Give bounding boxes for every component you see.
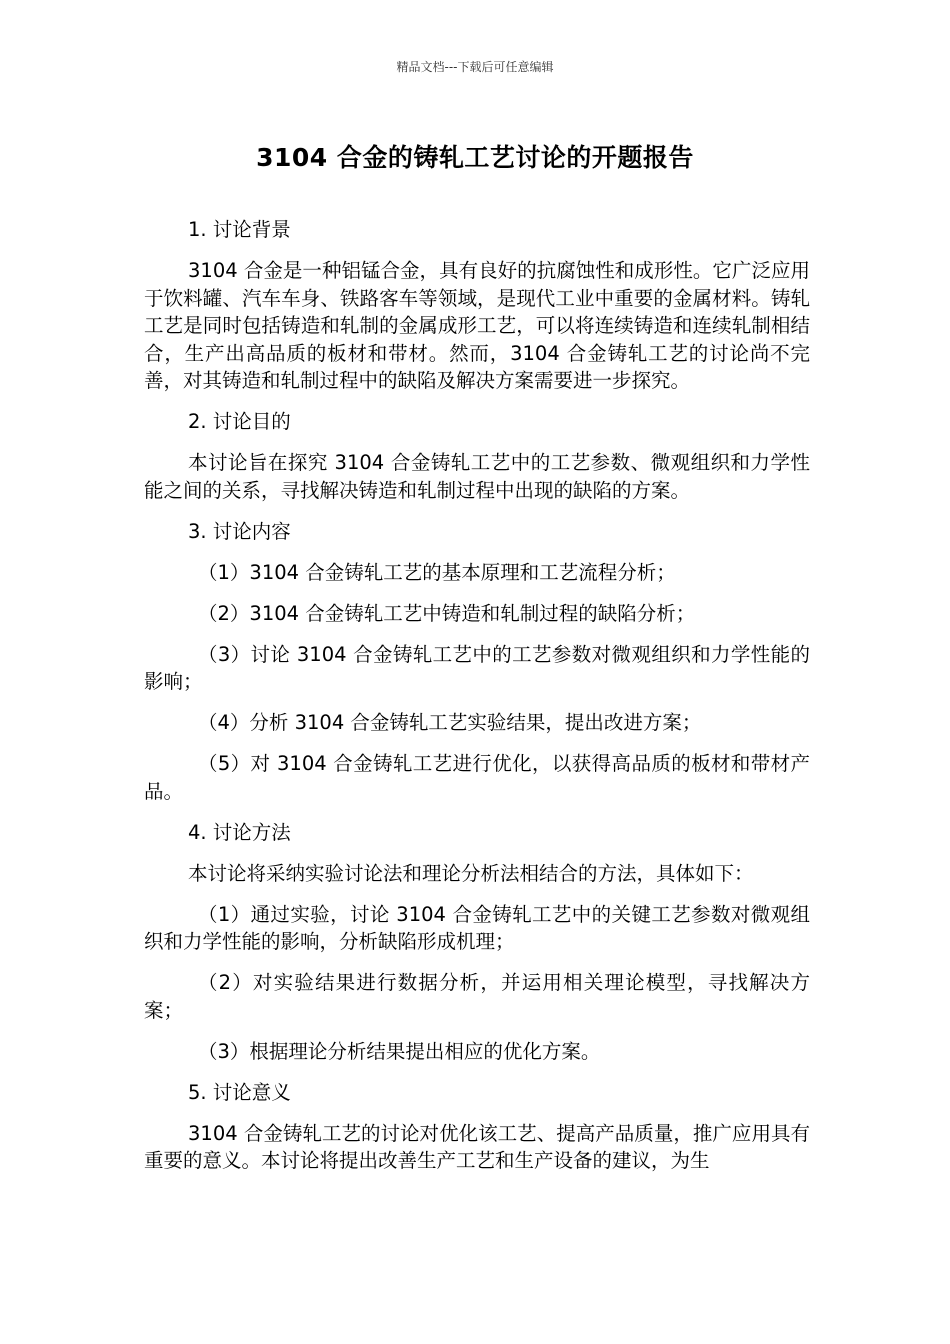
section-heading-method: 4. 讨论方法 — [188, 820, 291, 844]
content-item-4: （4）分析 3104 合金铸轧工艺实验结果，提出改进方案； — [198, 711, 702, 734]
significance-paragraph: 3104 合金铸轧工艺的讨论对优化该工艺、提高产品质量，推广应用具有重要的意义。本讨论将提出改善生产工艺和生产设备的建议，为生 — [144, 1121, 810, 1172]
content-item-5: （5）对 3104 合金铸轧工艺进行优化，以获得高品质的板材和带材产品。 — [144, 752, 810, 803]
content-item-3: （3）讨论 3104 合金铸轧工艺中的工艺参数对微观组织和力学性能的影响； — [144, 642, 810, 693]
method-item-1: （1）通过实验，讨论 3104 合金铸轧工艺中的关键工艺参数对微观组织和力学性能的影响，分析缺陷形成机理； — [144, 902, 810, 953]
section-heading-background: 1. 讨论背景 — [188, 218, 291, 241]
background-paragraph: 3104 合金是一种铝锰合金，具有良好的抗腐蚀性和成形性。它广泛应用于饮料罐、汽车车身、铁路客车等领域，是现代工业中重要的金属材料。铸轧工艺是同时包括铸造和轧制的金属成形工艺，可以将连续铸造和连续轧制相结合，生产出高品质的板材和带材。然而，3104 合金铸轧工艺的讨论尚不完善，对其铸造和轧制过程中的缺陷及解决方案需要进一步探究。 — [144, 259, 810, 392]
section-heading-purpose: 2. 讨论目的 — [188, 410, 291, 433]
document-title: 3104 合金的铸轧工艺讨论的开题报告 — [256, 143, 694, 172]
purpose-paragraph: 本讨论旨在探究 3104 合金铸轧工艺中的工艺参数、微观组织和力学性能之间的关系，寻找解决铸造和轧制过程中出现的缺陷的方案。 — [144, 451, 810, 502]
content-item-1: （1）3104 合金铸轧工艺的基本原理和工艺流程分析； — [198, 560, 676, 584]
method-item-2: （2）对实验结果进行数据分析，并运用相关理论模型，寻找解决方案； — [144, 971, 810, 1022]
header-note: 精品文档---下载后可任意编辑 — [396, 60, 554, 74]
method-item-3: （3）根据理论分析结果提出相应的优化方案。 — [198, 1039, 601, 1063]
content-item-2: （2）3104 合金铸轧工艺中铸造和轧制过程的缺陷分析； — [198, 601, 696, 625]
section-heading-significance: 5. 讨论意义 — [188, 1080, 291, 1104]
section-heading-content: 3. 讨论内容 — [188, 519, 291, 543]
document-body — [144, 216, 810, 1188]
method-intro: 本讨论将采纳实验讨论法和理论分析法相结合的方法，具体如下： — [188, 861, 754, 885]
